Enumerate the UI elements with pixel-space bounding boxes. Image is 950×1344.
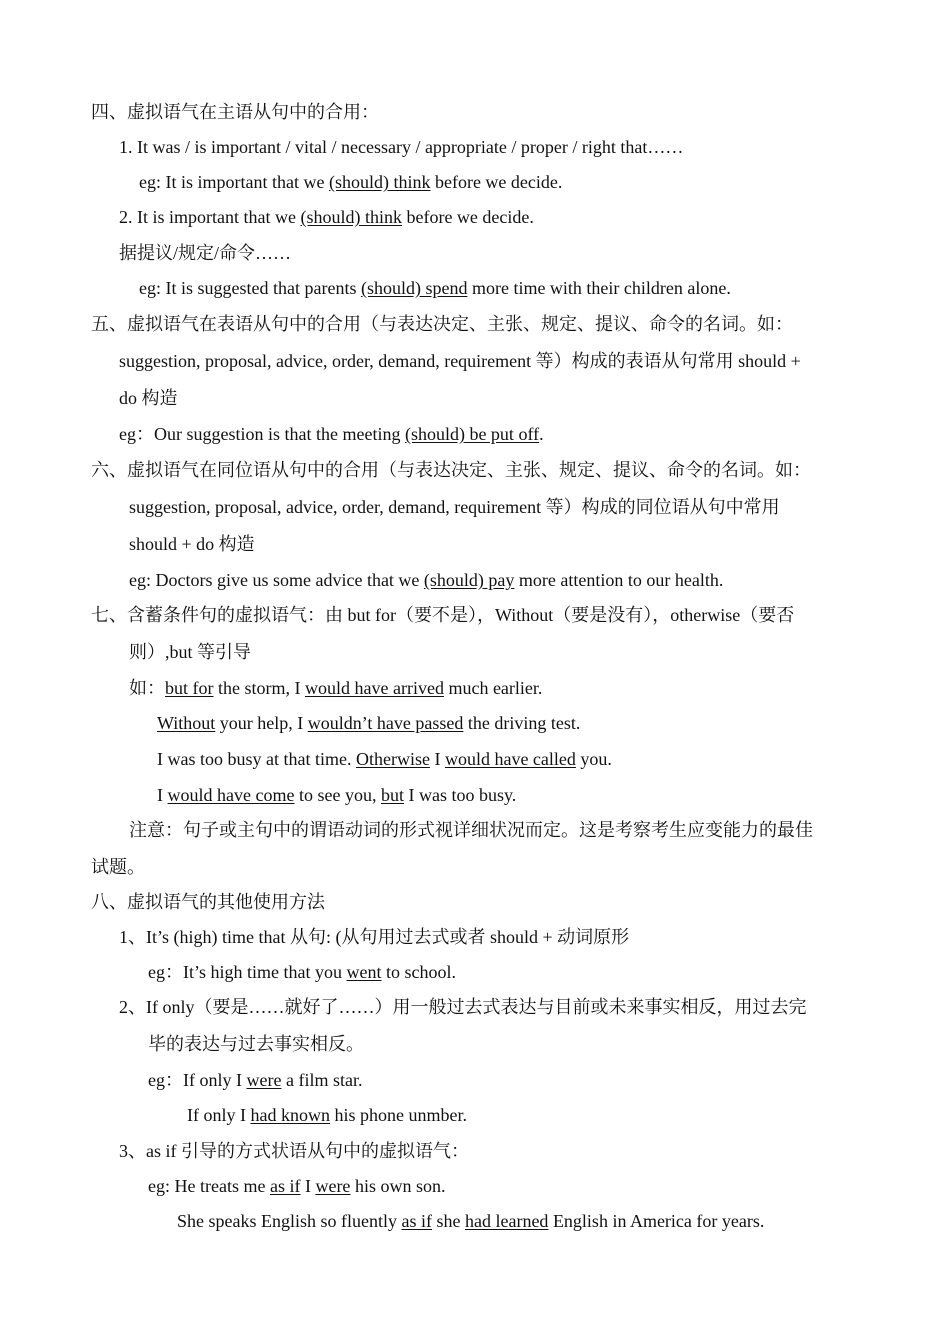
text-segment: his phone unmber. (329, 1105, 467, 1125)
underlined-phrase: had known (250, 1105, 330, 1125)
section-6-continuation (129, 496, 780, 518)
text-segment: 1、It’s (high) time that 从句: (从句用过去式或者 should + 动词原形 (119, 927, 630, 947)
text-segment: 注意：句子或主句中的谓语动词的形式视详细状况而定。这是考察考生应变能力的最佳 (129, 820, 813, 840)
underlined-phrase: were (315, 1176, 351, 1196)
underlined-phrase: (should) spend (360, 278, 468, 298)
text-segment: eg: He treats me (148, 1176, 270, 1196)
text-segment: I (300, 1176, 316, 1196)
text-segment: I (429, 749, 445, 769)
text-segment: 1. It was / is important / vital / necessary / appropriate / proper / right that…… (119, 137, 684, 157)
section-heading-6 (91, 459, 811, 481)
underlined-phrase: would have called (444, 749, 576, 769)
text-segment: she (431, 1211, 465, 1231)
text-segment: 八、虚拟语气的其他使用方法 (91, 892, 325, 912)
section-5-continuation (119, 350, 801, 372)
underlined-phrase: (should) be put off (404, 424, 540, 444)
text-segment: you. (575, 749, 612, 769)
text-segment: to school. (381, 962, 456, 982)
underlined-phrase: Otherwise (355, 749, 430, 769)
section-heading-4 (91, 101, 379, 123)
example-line (177, 1210, 764, 1232)
text-segment: English in America for years. (548, 1211, 765, 1231)
rule-item-1 (119, 136, 683, 158)
underlined-phrase: (should) think (328, 172, 431, 192)
example-line (148, 961, 456, 983)
text-segment: do 构造 (119, 388, 178, 408)
rule-item-2 (119, 206, 534, 228)
note-line (129, 819, 813, 841)
underlined-phrase: Without (157, 713, 216, 733)
underlined-phrase: were (246, 1070, 282, 1090)
text-segment: to see you, (294, 785, 381, 805)
example-line (129, 677, 542, 699)
example-line (157, 748, 612, 770)
example-line (157, 784, 516, 806)
text-segment: I (157, 785, 168, 805)
text-segment: eg: It is important that we (139, 172, 329, 192)
text-segment: 则）,but 等引导 (129, 642, 252, 662)
underlined-phrase: as if (269, 1176, 301, 1196)
text-segment: 2、If only（要是……就好了……）用一般过去式表达与目前或未来事实相反，用过去完 (119, 997, 807, 1017)
example-line (148, 1069, 362, 1091)
text-segment: She speaks English so fluently (177, 1211, 402, 1231)
example-line (187, 1104, 467, 1126)
note-line (91, 856, 145, 878)
underlined-phrase: wouldn’t have passed (307, 713, 464, 733)
text-segment: eg: It is suggested that parents (139, 278, 361, 298)
text-segment: much earlier. (443, 678, 543, 698)
underlined-phrase: would have come (167, 785, 295, 805)
example-line (129, 569, 723, 591)
section-heading-5 (91, 313, 793, 335)
section-6-continuation (129, 533, 255, 555)
text-segment: . (539, 424, 544, 444)
underlined-phrase: (should) pay (423, 570, 515, 590)
text-segment: should + do 构造 (129, 534, 255, 554)
text-segment: his own son. (350, 1176, 446, 1196)
rule-item-3 (119, 1140, 469, 1162)
text-segment: 六、虚拟语气在同位语从句中的合用（与表达决定、主张、规定、提议、命令的名词。如： (91, 460, 811, 480)
section-heading-7 (91, 604, 794, 626)
text-segment: before we decide. (401, 207, 534, 227)
text-segment: 五、虚拟语气在表语从句中的合用（与表达决定、主张、规定、提议、命令的名词。如： (91, 314, 793, 334)
underlined-phrase: but (380, 785, 404, 805)
section-7-continuation (129, 641, 251, 663)
underlined-phrase: would have arrived (305, 678, 444, 698)
rule-item-2-continuation (148, 1033, 364, 1055)
section-5-continuation (119, 387, 178, 409)
rule-item-1 (119, 926, 629, 948)
text-segment: the driving test. (463, 713, 581, 733)
rule-item-2 (119, 996, 807, 1018)
text-segment: 据提议/规定/命令…… (119, 243, 292, 263)
text-segment: a film star. (281, 1070, 363, 1090)
text-segment: 如： (129, 678, 165, 698)
example-line (139, 277, 731, 299)
text-segment: before we decide. (430, 172, 563, 192)
text-segment: suggestion, proposal, advice, order, demand, requirement 等）构成的表语从句常用 should + (119, 351, 801, 371)
text-segment: the storm, I (213, 678, 305, 698)
text-segment: eg: Doctors give us some advice that we (129, 570, 424, 590)
text-segment: I was too busy. (403, 785, 517, 805)
text-segment: If only I (187, 1105, 251, 1125)
text-segment: 试题。 (91, 857, 145, 877)
text-segment: 3、as if 引导的方式状语从句中的虚拟语气： (119, 1141, 469, 1161)
text-segment: 2. It is important that we (119, 207, 301, 227)
text-segment: eg：Our suggestion is that the meeting (119, 424, 405, 444)
text-segment: more attention to our health. (514, 570, 724, 590)
text-segment: eg：If only I (148, 1070, 247, 1090)
text-segment: I was too busy at that time. (157, 749, 356, 769)
underlined-phrase: went (346, 962, 382, 982)
text-segment: 四、虚拟语气在主语从句中的合用： (91, 102, 379, 122)
example-line (139, 171, 562, 193)
text-segment: 七、含蓄条件句的虚拟语气：由 but for（要不是），Without（要是没有），otherwise（要否 (91, 605, 795, 625)
text-segment: more time with their children alone. (467, 278, 731, 298)
underlined-phrase: but for (165, 678, 214, 698)
underlined-phrase: had learned (464, 1211, 549, 1231)
text-segment: 毕的表达与过去事实相反。 (148, 1034, 364, 1054)
example-line (119, 423, 544, 445)
text-segment: eg：It’s high time that you (148, 962, 347, 982)
underlined-phrase: (should) think (300, 207, 402, 227)
underlined-phrase: as if (401, 1211, 432, 1231)
example-line (148, 1175, 445, 1197)
example-line (157, 712, 580, 734)
rule-note (119, 242, 291, 264)
text-segment: suggestion, proposal, advice, order, demand, requirement 等）构成的同位语从句中常用 (129, 497, 780, 517)
text-segment: your help, I (215, 713, 308, 733)
section-heading-8 (91, 891, 325, 913)
